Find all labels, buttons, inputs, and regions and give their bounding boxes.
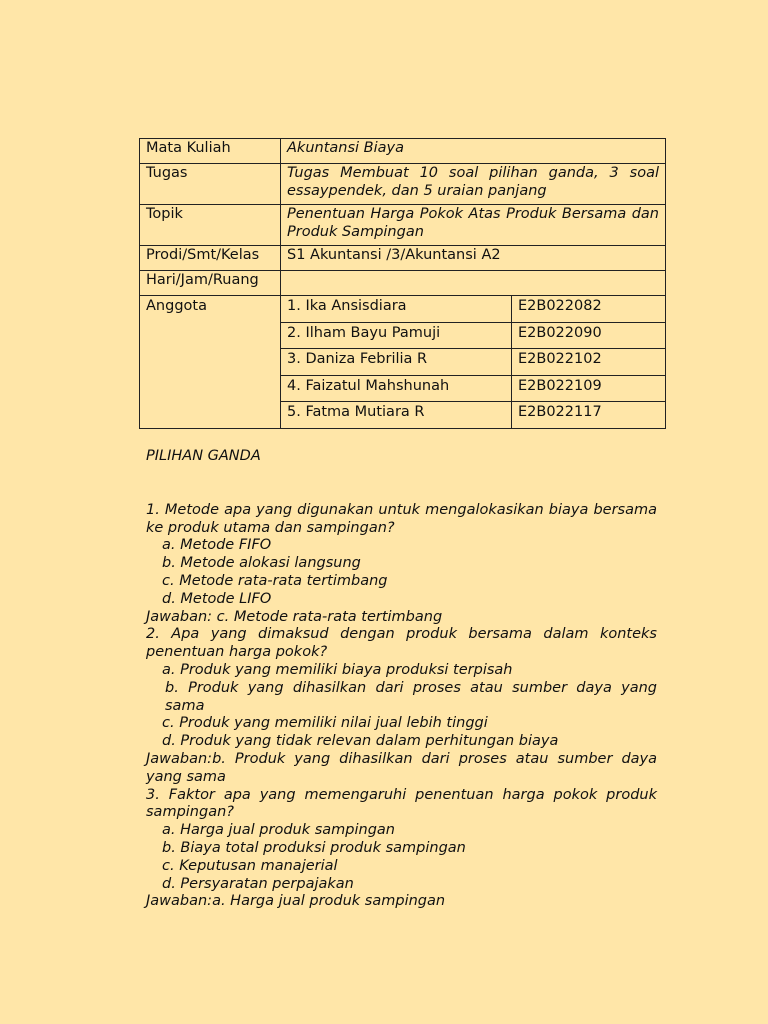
member-name: 4. Faizatul Mahshunah — [281, 375, 512, 402]
table-row — [140, 139, 666, 164]
question-text: 1. Metode apa yang digunakan untuk mengalokasikan biaya bersama ke produk utama dan sampingan? — [146, 501, 657, 536]
member-nim: E2B022102 — [512, 349, 666, 376]
row-value: Tugas Membuat 10 soal pilihan ganda, 3 soal essaypendek, dan 5 uraian panjang — [281, 164, 666, 205]
table-row — [140, 246, 666, 271]
info-table — [139, 138, 666, 429]
answer-text: Jawaban:a. Harga jual produk sampingan — [146, 893, 446, 910]
question-text: 2. Apa yang dimaksud dengan produk bersama dalam konteks penentuan harga pokok? — [146, 626, 657, 661]
member-row — [281, 375, 665, 402]
member-nim: E2B022082 — [512, 296, 666, 322]
option: b. Biaya total produksi produk sampingan — [162, 839, 466, 856]
table-row — [140, 164, 666, 205]
row-value — [281, 271, 666, 296]
member-row — [281, 349, 665, 376]
option: a. Produk yang memiliki biaya produksi terpisah — [162, 661, 513, 678]
option: c. Metode rata-rata tertimbang — [162, 572, 388, 589]
option: d. Produk yang tidak relevan dalam perhitungan biaya — [162, 733, 559, 750]
member-nim: E2B022109 — [512, 375, 666, 402]
row-label: Tugas — [140, 164, 281, 205]
option: c. Keputusan manajerial — [162, 857, 338, 874]
members-label: Anggota — [140, 296, 281, 429]
option: c. Produk yang memiliki nilai jual lebih tinggi — [162, 715, 488, 732]
section-title: PILIHAN GANDA — [146, 448, 261, 464]
answer-text: Jawaban: c. Metode rata-rata tertimbang — [146, 608, 443, 625]
members-cell — [281, 296, 666, 429]
member-name: 3. Daniza Febrilia R — [281, 349, 512, 376]
row-label: Mata Kuliah — [140, 139, 281, 164]
member-nim: E2B022090 — [512, 322, 666, 349]
option: a. Metode FIFO — [162, 537, 272, 554]
option: a. Harga jual produk sampingan — [162, 822, 395, 839]
answer-text: Jawaban:b. Produk yang dihasilkan dari proses atau sumber daya yang sama — [146, 750, 657, 785]
info-table-container — [139, 138, 666, 429]
table-row-members — [140, 296, 666, 429]
member-row — [281, 322, 665, 349]
row-value: S1 Akuntansi /3/Akuntansi A2 — [281, 246, 666, 271]
member-row — [281, 296, 665, 322]
member-name: 2. Ilham Bayu Pamuji — [281, 322, 512, 349]
question-block — [146, 502, 657, 627]
option: d. Metode LIFO — [162, 590, 272, 607]
question-block — [146, 787, 657, 912]
row-value: Akuntansi Biaya — [281, 139, 666, 164]
questions-body — [146, 448, 657, 911]
option: b. Produk yang dihasilkan dari proses atau sumber daya yang sama — [165, 679, 657, 714]
row-label: Prodi/Smt/Kelas — [140, 246, 281, 271]
table-row — [140, 205, 666, 246]
table-row — [140, 271, 666, 296]
option: b. Metode alokasi langsung — [162, 555, 361, 572]
member-row — [281, 402, 665, 428]
row-value: Penentuan Harga Pokok Atas Produk Bersama dan Produk Sampingan — [281, 205, 666, 246]
member-name: 5. Fatma Mutiara R — [281, 402, 512, 428]
members-table — [281, 296, 665, 428]
row-label: Topik — [140, 205, 281, 246]
row-label: Hari/Jam/Ruang — [140, 271, 281, 296]
question-text: 3. Faktor apa yang memengaruhi penentuan harga pokok produk sampingan? — [146, 786, 657, 821]
option: d. Persyaratan perpajakan — [162, 875, 354, 892]
member-name: 1. Ika Ansisdiara — [281, 296, 512, 322]
question-block — [146, 626, 657, 786]
member-nim: E2B022117 — [518, 404, 602, 421]
